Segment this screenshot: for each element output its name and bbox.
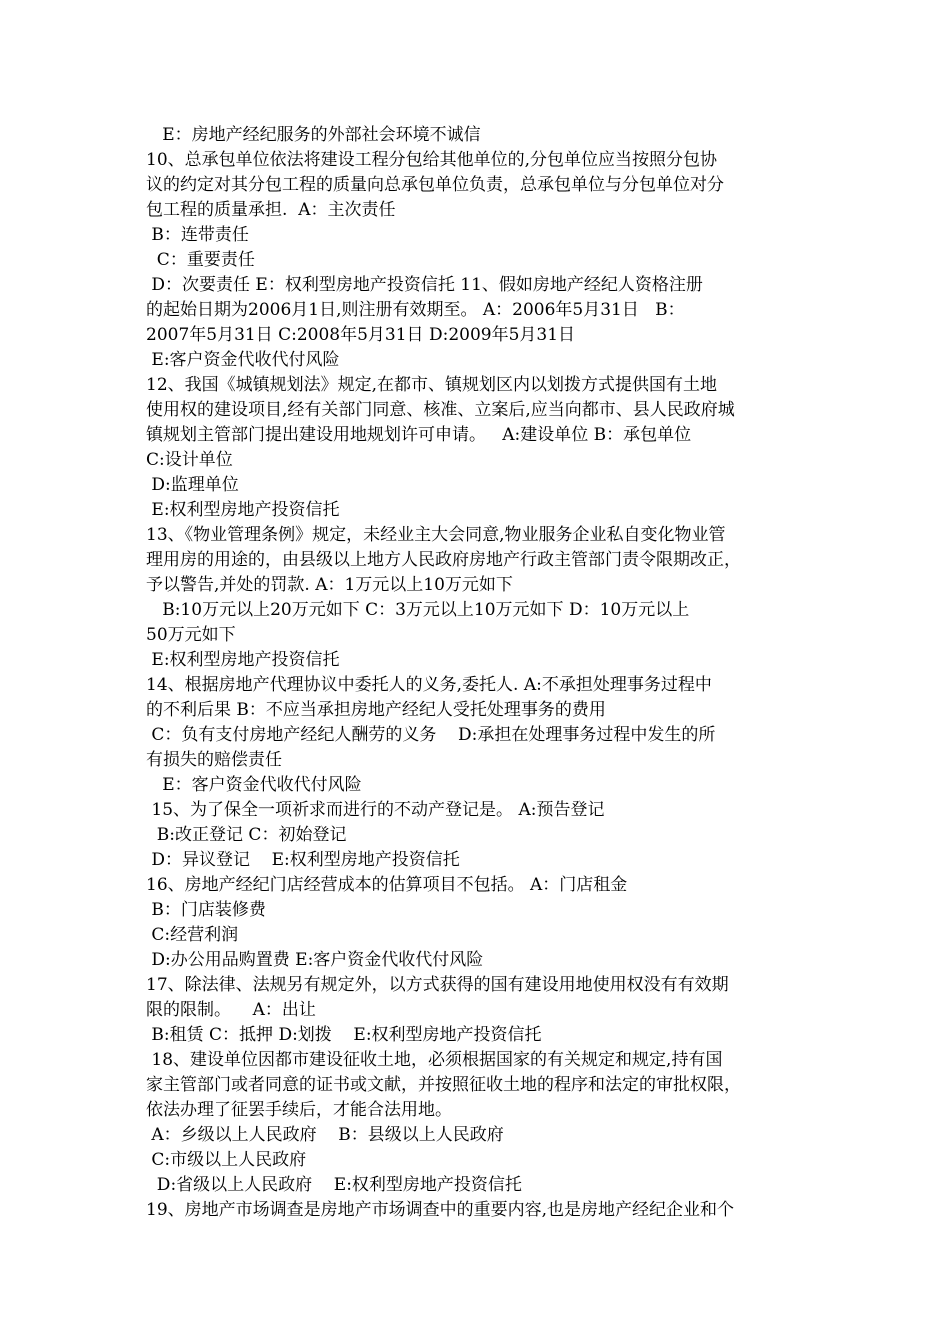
text-line: 有损失的赔偿责任 <box>146 750 282 770</box>
text-line: A：乡级以上人民政府 B：县级以上人民政府 <box>146 1125 504 1145</box>
text-line: B:租赁 C：抵押 D:划拨 E:权利型房地产投资信托 <box>146 1025 542 1045</box>
text-line: 使用权的建设项目,经有关部门同意、核准、立案后,应当向都市、县人民政府城 <box>146 400 735 420</box>
text-line: E：客户资金代收代付风险 <box>146 775 362 795</box>
text-line: 理用房的用途的，由县级以上地方人民政府房地产行政主管部门责令限期改正， <box>146 550 741 570</box>
text-line: E：房地产经纪服务的外部社会环境不诚信 <box>146 125 481 145</box>
text-line: 15、为了保全一项祈求而进行的不动产登记是。 A:预告登记 <box>146 800 605 820</box>
text-line: B：门店装修费 <box>146 900 266 920</box>
text-line: C:市级以上人民政府 <box>146 1150 307 1170</box>
text-line: B:10万元以上20万元如下 C：3万元以上10万元如下 D：10万元以上 <box>146 600 690 620</box>
document-body <box>146 123 816 1223</box>
text-line: B:改正登记 C：初始登记 <box>146 825 347 845</box>
text-line: D:省级以上人民政府 E:权利型房地产投资信托 <box>146 1175 522 1195</box>
text-line: 2007年5月31日 C:2008年5月31日 D:2009年5月31日 <box>146 325 576 345</box>
text-line: 13、《物业管理条例》规定，未经业主大会同意,物业服务企业私自变化物业管 <box>146 525 726 545</box>
text-line: D：异议登记 E:权利型房地产投资信托 <box>146 850 460 870</box>
text-line: 14、根据房地产代理协议中委托人的义务,委托人. A:不承担处理事务过程中 <box>146 675 712 695</box>
text-line: D:办公用品购置费 E:客户资金代收代付风险 <box>146 950 484 970</box>
text-line: 镇规划主管部门提出建设用地规划许可申请。 A:建设单位 B：承包单位 <box>146 425 692 445</box>
text-line: 予以警告,并处的罚款. A：1万元以上10万元如下 <box>146 575 513 595</box>
text-line: C:设计单位 <box>146 450 233 470</box>
text-line: E:客户资金代收代付风险 <box>146 350 340 370</box>
text-line: 19、房地产市场调查是房地产市场调查中的重要内容,也是房地产经纪企业和个 <box>146 1200 735 1220</box>
text-line: 议的约定对其分包工程的质量向总承包单位负责，总承包单位与分包单位对分 <box>146 175 724 195</box>
text-line: 16、房地产经纪门店经营成本的估算项目不包括。 A：门店租金 <box>146 875 628 895</box>
text-line: 家主管部门或者同意的证书或文献，并按照征收土地的程序和法定的审批权限， <box>146 1075 741 1095</box>
text-line: 的不利后果 B：不应当承担房地产经纪人受托处理事务的费用 <box>146 700 606 720</box>
text-line: 50万元如下 <box>146 625 236 645</box>
text-line: D：次要责任 E：权利型房地产投资信托 11、假如房地产经纪人资格注册 <box>146 275 703 295</box>
text-line: 包工程的质量承担. A：主次责任 <box>146 200 396 220</box>
text-line: 的起始日期为2006月1日,则注册有效期至。 A：2006年5月31日 B： <box>146 300 685 320</box>
text-line: 12、我国《城镇规划法》规定,在都市、镇规划区内以划拨方式提供国有土地 <box>146 375 718 395</box>
text-line: 17、除法律、法规另有规定外，以方式获得的国有建设用地使用权没有有效期 <box>146 975 729 995</box>
text-line: C：重要责任 <box>146 250 255 270</box>
text-line: E:权利型房地产投资信托 <box>146 650 340 670</box>
text-line: 依法办理了征罢手续后，才能合法用地。 <box>146 1100 452 1120</box>
text-line: C：负有支付房地产经纪人酬劳的义务 D:承担在处理事务过程中发生的所 <box>146 725 716 745</box>
text-line: C:经营利润 <box>146 925 239 945</box>
text-line: D:监理单位 <box>146 475 239 495</box>
text-line: 10、总承包单位依法将建设工程分包给其他单位的,分包单位应当按照分包协 <box>146 150 718 170</box>
text-line: B：连带责任 <box>146 225 249 245</box>
text-line: 限的限制。 A：出让 <box>146 1000 316 1020</box>
text-line: E:权利型房地产投资信托 <box>146 500 340 520</box>
text-line: 18、建设单位因都市建设征收土地，必须根据国家的有关规定和规定,持有国 <box>146 1050 723 1070</box>
